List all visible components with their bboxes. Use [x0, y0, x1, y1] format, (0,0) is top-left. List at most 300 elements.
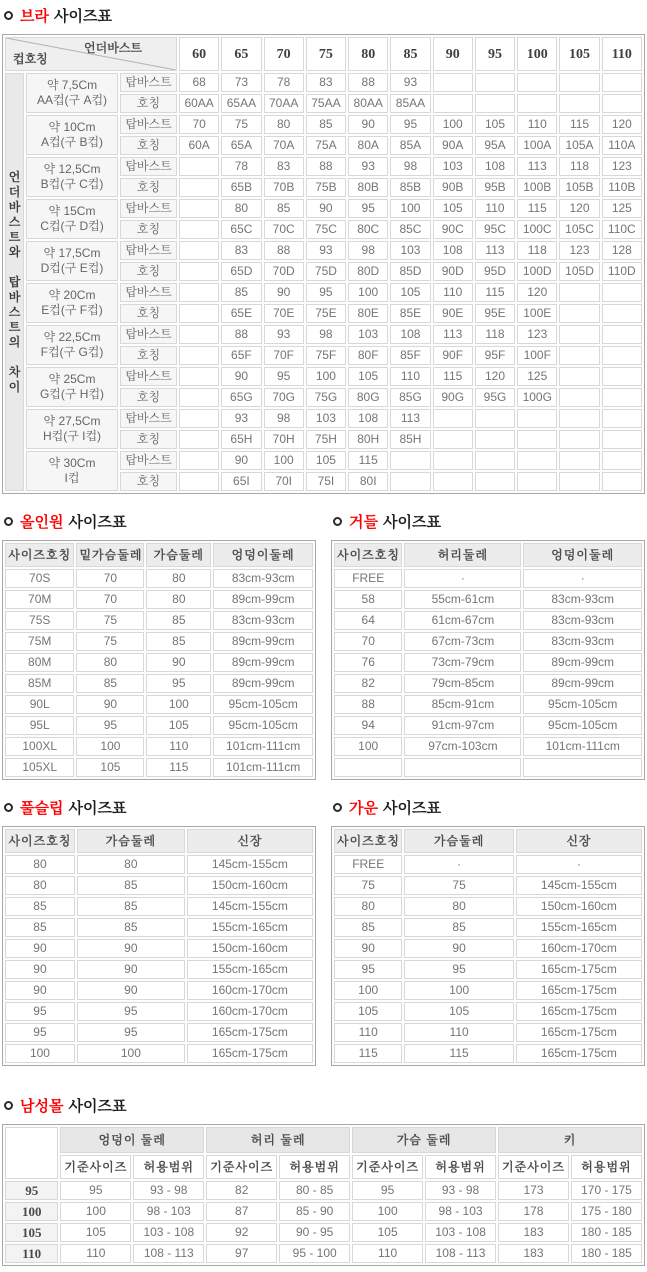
topbust-value-cell: 120: [559, 199, 599, 218]
size-cell: 90: [5, 981, 75, 1000]
topbust-value-cell: 88: [264, 241, 304, 260]
sub-column-header: 기준사이즈: [206, 1155, 277, 1179]
designation-value-cell: 85F: [390, 346, 430, 365]
topbust-row-label: 탑바스트: [120, 157, 177, 176]
topbust-value-cell: [602, 325, 642, 344]
table-row: [5, 737, 313, 756]
table-row: [5, 758, 313, 777]
designation-value-cell: [433, 430, 473, 449]
cup-size-text: 약 22,5Cm: [43, 330, 101, 344]
size-cell: 100: [334, 981, 402, 1000]
topbust-value-cell: 98: [306, 325, 346, 344]
designation-value-cell: 70F: [264, 346, 304, 365]
table-row: [5, 981, 313, 1000]
designation-value-cell: 95D: [475, 262, 515, 281]
topbust-value-cell: 83: [221, 241, 261, 260]
cup-label-cell: [26, 409, 118, 449]
topbust-value-cell: [179, 325, 219, 344]
designation-value-cell: [475, 472, 515, 491]
side-label-char: 이: [8, 379, 21, 394]
size-cell: 70S: [5, 569, 74, 588]
size-cell: 165cm-175cm: [516, 1044, 642, 1063]
table-row: [5, 611, 313, 630]
topbust-value-cell: [559, 409, 599, 428]
designation-value-cell: [179, 430, 219, 449]
size-cell: 70: [334, 632, 402, 651]
girdle-section-title: [333, 512, 645, 530]
designation-value-cell: 110D: [602, 262, 642, 281]
topbust-value-cell: [559, 73, 599, 92]
designation-value-cell: 65G: [221, 388, 261, 407]
topbust-value-cell: [179, 367, 219, 386]
designation-value-cell: 70C: [264, 220, 304, 239]
topbust-value-cell: 83: [306, 73, 346, 92]
size-cell: 90: [404, 939, 513, 958]
designation-value-cell: 80C: [348, 220, 388, 239]
bra-topbust-row: [5, 73, 642, 92]
topbust-value-cell: [602, 283, 642, 302]
column-header: 가슴둘레: [146, 543, 211, 567]
mens-table-row: [5, 1244, 642, 1263]
size-cell: 90: [77, 960, 185, 979]
size-cell: 95: [146, 674, 211, 693]
mens-value-cell: 178: [498, 1202, 569, 1221]
topbust-value-cell: 120: [475, 367, 515, 386]
topbust-value-cell: [559, 325, 599, 344]
section-title-highlight: 가운: [349, 799, 378, 817]
designation-value-cell: 65B: [221, 178, 261, 197]
designation-value-cell: 75C: [306, 220, 346, 239]
topbust-value-cell: [517, 451, 557, 470]
topbust-value-cell: 85: [221, 283, 261, 302]
designation-value-cell: 65A: [221, 136, 261, 155]
designation-value-cell: 75A: [306, 136, 346, 155]
middle-row-2: [2, 794, 645, 1066]
mens-corner-cell: [5, 1127, 58, 1179]
size-cell: 165cm-175cm: [516, 960, 642, 979]
designation-value-cell: 90B: [433, 178, 473, 197]
size-cell: [523, 758, 642, 777]
size-cell: 110: [146, 737, 211, 756]
size-cell: ·: [404, 855, 513, 874]
designation-value-cell: 75B: [306, 178, 346, 197]
mens-value-cell: 95: [352, 1181, 423, 1200]
size-cell: [334, 758, 402, 777]
size-cell: 95: [77, 1002, 185, 1021]
size-cell: 88: [334, 695, 402, 714]
designation-value-cell: 105D: [559, 262, 599, 281]
table-row: [5, 1044, 313, 1063]
cup-axis-label: 컵호칭: [13, 52, 48, 66]
designation-value-cell: 70A: [264, 136, 304, 155]
column-header: 사이즈호칭: [5, 829, 75, 853]
topbust-value-cell: [517, 73, 557, 92]
side-label-char: 의: [8, 334, 21, 349]
size-cell: 85M: [5, 674, 74, 693]
size-cell: 90: [146, 653, 211, 672]
mens-group-header-row: [5, 1127, 642, 1153]
column-header: 엉덩이둘레: [523, 543, 642, 567]
size-cell: 61cm-67cm: [404, 611, 521, 630]
size-cell: 95: [77, 1023, 185, 1042]
mens-value-cell: 180 - 185: [571, 1244, 642, 1263]
topbust-value-cell: [559, 283, 599, 302]
size-cell: 83cm-93cm: [523, 632, 642, 651]
section-title-rest: 사이즈표: [382, 799, 441, 817]
size-cell: 115: [334, 1044, 402, 1063]
designation-value-cell: [559, 430, 599, 449]
designation-value-cell: 80G: [348, 388, 388, 407]
size-cell: ·: [516, 855, 642, 874]
allinone-size-table: [2, 540, 316, 780]
table-row: [334, 1002, 642, 1021]
table-row: [334, 897, 642, 916]
bra-corner-cell: [5, 37, 177, 71]
underbust-size-header: 80: [348, 37, 388, 71]
cup-label-cell: [26, 73, 118, 113]
designation-value-cell: 80E: [348, 304, 388, 323]
cup-label-cell: [26, 325, 118, 365]
size-cell: 155cm-165cm: [187, 918, 313, 937]
cup-name-text: I컵: [64, 471, 80, 485]
table-row: [334, 939, 642, 958]
topbust-value-cell: 88: [221, 325, 261, 344]
side-label-char: 더: [8, 184, 21, 199]
underbust-size-header: 110: [602, 37, 642, 71]
side-label-char: 트: [8, 319, 21, 334]
cup-size-text: 약 17,5Cm: [43, 246, 101, 260]
topbust-value-cell: [559, 451, 599, 470]
mens-value-cell: 80 - 85: [279, 1181, 350, 1200]
side-label-char: 와: [8, 244, 21, 259]
size-cell: 165cm-175cm: [187, 1023, 313, 1042]
topbust-value-cell: 83: [264, 157, 304, 176]
topbust-value-cell: 103: [306, 409, 346, 428]
mens-value-cell: 108 - 113: [425, 1244, 496, 1263]
topbust-value-cell: 115: [475, 283, 515, 302]
designation-value-cell: 75D: [306, 262, 346, 281]
designation-value-cell: 85A: [390, 136, 430, 155]
designation-row-label: 호칭: [120, 136, 177, 155]
section-title-rest: 사이즈표: [68, 1097, 127, 1115]
table-row: [334, 590, 642, 609]
cup-label-cell: [26, 199, 118, 239]
topbust-value-cell: 108: [433, 241, 473, 260]
designation-value-cell: 95A: [475, 136, 515, 155]
mens-value-cell: 98 - 103: [425, 1202, 496, 1221]
size-cell: 90: [5, 939, 75, 958]
bullet-icon: [4, 11, 13, 20]
topbust-value-cell: 113: [475, 241, 515, 260]
size-cell: 89cm-99cm: [523, 653, 642, 672]
designation-value-cell: [602, 346, 642, 365]
size-cell: 155cm-165cm: [187, 960, 313, 979]
size-cell: 85: [404, 918, 513, 937]
topbust-value-cell: [602, 409, 642, 428]
designation-value-cell: 80B: [348, 178, 388, 197]
cup-label-cell: [26, 283, 118, 323]
topbust-value-cell: 125: [517, 367, 557, 386]
size-cell: 95: [5, 1002, 75, 1021]
designation-value-cell: [517, 472, 557, 491]
topbust-value-cell: 100: [306, 367, 346, 386]
topbust-value-cell: 115: [559, 115, 599, 134]
mens-section-title: [4, 1096, 645, 1114]
mens-value-cell: 183: [498, 1223, 569, 1242]
designation-value-cell: 105A: [559, 136, 599, 155]
mens-size-label: 110: [5, 1244, 58, 1263]
topbust-value-cell: 128: [602, 241, 642, 260]
designation-value-cell: 85B: [390, 178, 430, 197]
size-cell: 160cm-170cm: [187, 981, 313, 1000]
topbust-value-cell: 118: [475, 325, 515, 344]
section-title-highlight: 올인원: [20, 513, 64, 531]
table-row: [5, 1002, 313, 1021]
topbust-value-cell: 103: [390, 241, 430, 260]
table-row: [5, 960, 313, 979]
size-cell: 90: [5, 960, 75, 979]
cup-size-text: 약 20Cm: [48, 288, 96, 302]
topbust-value-cell: [475, 451, 515, 470]
topbust-value-cell: 98: [390, 157, 430, 176]
size-cell: 85: [146, 632, 211, 651]
designation-value-cell: 65C: [221, 220, 261, 239]
topbust-value-cell: 90: [306, 199, 346, 218]
designation-value-cell: [602, 388, 642, 407]
topbust-value-cell: 98: [348, 241, 388, 260]
topbust-value-cell: 105: [390, 283, 430, 302]
measure-group-header: 키: [498, 1127, 642, 1153]
size-cell: 160cm-170cm: [187, 1002, 313, 1021]
designation-row-label: 호칭: [120, 472, 177, 491]
size-cell: 85: [334, 918, 402, 937]
size-cell: 105: [146, 716, 211, 735]
topbust-value-cell: 108: [348, 409, 388, 428]
designation-value-cell: [179, 472, 219, 491]
size-cell: 91cm-97cm: [404, 716, 521, 735]
side-label-char: 스: [8, 214, 21, 229]
designation-value-cell: 65I: [221, 472, 261, 491]
mens-value-cell: 183: [498, 1244, 569, 1263]
topbust-value-cell: 105: [433, 199, 473, 218]
cup-name-text: AA컵(구 A컵): [36, 93, 108, 107]
topbust-value-cell: 115: [517, 199, 557, 218]
measure-group-header: 허리 둘레: [206, 1127, 350, 1153]
designation-value-cell: 75F: [306, 346, 346, 365]
side-label-group: [9, 365, 21, 395]
topbust-value-cell: 75: [221, 115, 261, 134]
size-cell: FREE: [334, 855, 402, 874]
cup-name-text: F컵(구 G컵): [40, 345, 104, 359]
size-cell: 95: [5, 1023, 75, 1042]
size-cell: 165cm-175cm: [516, 1002, 642, 1021]
designation-value-cell: 110B: [602, 178, 642, 197]
designation-value-cell: [433, 94, 473, 113]
topbust-value-cell: 70: [179, 115, 219, 134]
size-cell: 85: [5, 897, 75, 916]
mens-value-cell: 105: [60, 1223, 131, 1242]
designation-value-cell: 100D: [517, 262, 557, 281]
cup-name-text: A컵(구 B컵): [40, 135, 104, 149]
cup-size-text: 약 10Cm: [48, 120, 96, 134]
designation-value-cell: 110A: [602, 136, 642, 155]
designation-value-cell: 100A: [517, 136, 557, 155]
table-row: [334, 981, 642, 1000]
designation-value-cell: 85AA: [390, 94, 430, 113]
size-cell: 95cm-105cm: [213, 695, 313, 714]
table-header-row: [334, 543, 642, 567]
topbust-value-cell: 103: [348, 325, 388, 344]
size-cell: 75: [76, 611, 144, 630]
mens-value-cell: 110: [60, 1244, 131, 1263]
designation-value-cell: [602, 304, 642, 323]
size-cell: 79cm-85cm: [404, 674, 521, 693]
gown-section: [331, 794, 645, 1066]
side-label-group: [9, 170, 21, 260]
column-header: 밑가슴둘레: [76, 543, 144, 567]
topbust-value-cell: 78: [221, 157, 261, 176]
cup-name-text: G컵(구 H컵): [39, 387, 105, 401]
bra-size-table: [2, 34, 645, 494]
size-cell: 75: [334, 876, 402, 895]
designation-value-cell: [559, 94, 599, 113]
mens-value-cell: 87: [206, 1202, 277, 1221]
table-row: [334, 569, 642, 588]
column-header: 신장: [187, 829, 313, 853]
designation-row-label: 호칭: [120, 94, 177, 113]
topbust-row-label: 탑바스트: [120, 367, 177, 386]
mens-value-cell: 103 - 108: [133, 1223, 204, 1242]
size-cell: ·: [404, 569, 521, 588]
side-label-char: 바: [8, 199, 21, 214]
topbust-value-cell: [602, 451, 642, 470]
sub-column-header: 기준사이즈: [352, 1155, 423, 1179]
size-cell: 80M: [5, 653, 74, 672]
table-row: [334, 758, 642, 777]
designation-value-cell: [559, 346, 599, 365]
side-label-char: 트: [8, 229, 21, 244]
size-cell: 80: [77, 855, 185, 874]
size-cell: ·: [523, 569, 642, 588]
designation-value-cell: 70D: [264, 262, 304, 281]
size-cell: 95cm-105cm: [523, 716, 642, 735]
mens-table-row: [5, 1223, 642, 1242]
bra-topbust-row: [5, 115, 642, 134]
topbust-value-cell: 93: [221, 409, 261, 428]
designation-value-cell: 90D: [433, 262, 473, 281]
mens-table-row: [5, 1181, 642, 1200]
topbust-value-cell: 113: [517, 157, 557, 176]
size-cell: 80: [146, 569, 211, 588]
topbust-value-cell: 108: [390, 325, 430, 344]
measure-group-header: 가슴 둘레: [352, 1127, 496, 1153]
size-cell: 97cm-103cm: [404, 737, 521, 756]
column-header: 가슴둘레: [404, 829, 513, 853]
size-cell: 95cm-105cm: [213, 716, 313, 735]
topbust-value-cell: [179, 283, 219, 302]
mens-size-label: 95: [5, 1181, 58, 1200]
size-cell: 150cm-160cm: [516, 897, 642, 916]
size-cell: 105: [76, 758, 144, 777]
topbust-value-cell: [475, 409, 515, 428]
allinone-section-title: [4, 512, 316, 530]
table-row: [334, 695, 642, 714]
cup-label-cell: [26, 115, 118, 155]
topbust-value-cell: 90: [221, 367, 261, 386]
designation-value-cell: 65H: [221, 430, 261, 449]
mens-value-cell: 90 - 95: [279, 1223, 350, 1242]
topbust-value-cell: 93: [390, 73, 430, 92]
cup-label-cell: [26, 241, 118, 281]
size-cell: 55cm-61cm: [404, 590, 521, 609]
topbust-value-cell: 98: [264, 409, 304, 428]
topbust-row-label: 탑바스트: [120, 241, 177, 260]
designation-value-cell: 100B: [517, 178, 557, 197]
topbust-value-cell: [517, 409, 557, 428]
topbust-value-cell: 113: [433, 325, 473, 344]
size-cell: 115: [146, 758, 211, 777]
size-cell: 80: [76, 653, 144, 672]
section-title-highlight: 남성몰: [20, 1097, 64, 1115]
mens-value-cell: 105: [352, 1223, 423, 1242]
fullslip-section: [2, 794, 316, 1066]
size-cell: 73cm-79cm: [404, 653, 521, 672]
designation-value-cell: [602, 94, 642, 113]
size-cell: 70M: [5, 590, 74, 609]
topbust-value-cell: 118: [517, 241, 557, 260]
designation-value-cell: 90A: [433, 136, 473, 155]
designation-row-label: 호칭: [120, 430, 177, 449]
designation-value-cell: [475, 430, 515, 449]
size-cell: 145cm-155cm: [187, 897, 313, 916]
designation-value-cell: 80I: [348, 472, 388, 491]
mens-value-cell: 93 - 98: [133, 1181, 204, 1200]
designation-value-cell: 70B: [264, 178, 304, 197]
sub-column-header: 기준사이즈: [498, 1155, 569, 1179]
size-cell: 150cm-160cm: [187, 876, 313, 895]
mens-value-cell: 100: [352, 1202, 423, 1221]
size-cell: 95: [334, 960, 402, 979]
size-cell: 165cm-175cm: [516, 1023, 642, 1042]
size-cell: 80: [334, 897, 402, 916]
size-cell: 95: [76, 716, 144, 735]
sub-column-header: 허용범위: [425, 1155, 496, 1179]
table-row: [5, 876, 313, 895]
designation-value-cell: 65D: [221, 262, 261, 281]
size-cell: 83cm-93cm: [213, 611, 313, 630]
topbust-value-cell: 90: [264, 283, 304, 302]
designation-value-cell: 100F: [517, 346, 557, 365]
bullet-icon: [4, 517, 13, 526]
topbust-value-cell: 88: [306, 157, 346, 176]
mens-value-cell: 170 - 175: [571, 1181, 642, 1200]
middle-row-1: [2, 508, 645, 780]
designation-value-cell: 85H: [390, 430, 430, 449]
table-row: [5, 855, 313, 874]
sub-column-header: 기준사이즈: [60, 1155, 131, 1179]
topbust-value-cell: 110: [475, 199, 515, 218]
cup-size-text: 약 15Cm: [48, 204, 96, 218]
side-label-char: 스: [8, 304, 21, 319]
topbust-value-cell: 123: [559, 241, 599, 260]
section-title-highlight: 거들: [349, 513, 378, 531]
topbust-value-cell: 108: [475, 157, 515, 176]
cup-size-text: 약 12,5Cm: [43, 162, 101, 176]
size-cell: 85: [146, 611, 211, 630]
size-cell: 83cm-93cm: [213, 569, 313, 588]
size-cell: 83cm-93cm: [523, 611, 642, 630]
column-header: 신장: [516, 829, 642, 853]
